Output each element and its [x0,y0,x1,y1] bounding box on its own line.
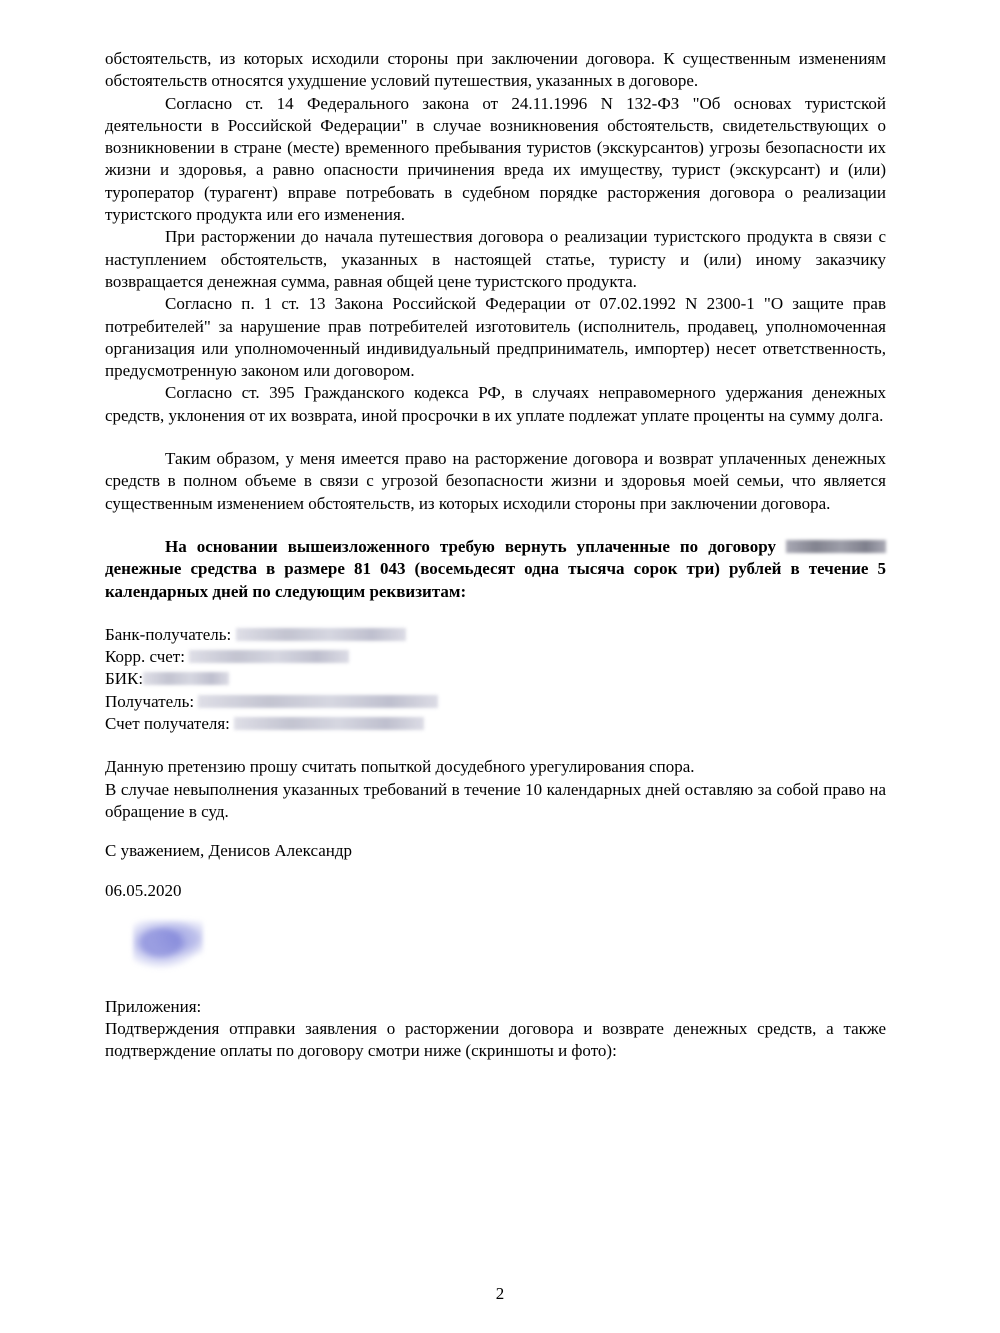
redacted-bik [143,672,229,685]
paragraph-conclusion: Таким образом, у меня имеется право на расторжение договора и возврат уплаченных денежных средств в полном объеме в связи с угрозой безопасности жизни и здоровья моей семьи, что является существенным изменением обстоятельств, из которых исходили стороны при заключении договора. [105,449,886,513]
recipient-label: Получатель: [105,691,199,711]
requisite-bik [105,668,886,690]
demand-text-end: денежные средства в размере 81 043 (восемьдесят одна тысяча сорок три) рублей в течение 5 календарных дней по следующим реквизитам: [105,559,886,601]
bank-requisites [105,624,886,735]
redacted-account-number [234,717,424,730]
pretrial-statement: Данную претензию прошу считать попыткой досудебного урегулирования спора. [105,757,695,777]
bik-label: БИК: [105,669,144,689]
requisite-recipient [105,691,886,713]
bank-label: Банк-получатель: [105,624,236,644]
redacted-bank-name [236,628,406,641]
paragraph-circumstances: обстоятельств, из которых исходили стороны при заключении договора. К существенным изменениям обстоятельств относятся ухудшение условий путешествия, указанных в договоре. [105,49,886,91]
paragraph-consumer-protection-law: Согласно п. 1 ст. 13 Закона Российской Федерации от 07.02.1992 N 2300-1 "О защите прав потребителей" за нарушение прав потребителей изготовитель (исполнитель, продавец, уполномоченная организация или уполномоченный индивидуальный предприниматель, импортер) несет ответственность, предусмотренную законом или договором. [105,294,886,381]
requisite-account [105,713,886,735]
regards-signature-line: С уважением, Денисов Александр [105,841,353,861]
demand-paragraph [105,536,886,603]
document-date: 06.05.2020 [105,880,182,900]
handwritten-signature [133,920,203,970]
paragraph-refund-before-travel: При расторжении до начала путешествия договора о реализации туристского продукта в связи с наступлением обстоятельств, указанных в настоящей статье, туристу и (или) иному заказчику возвращается денежная сумма, равная общей цене туристского продукта. [105,227,886,291]
page-number: 2 [495,1284,505,1303]
requisite-bank [105,624,886,646]
court-statement: В случае невыполнения указанных требований в течение 10 календарных дней оставляю за собой право на обращение в суд. [105,779,886,821]
requisite-corr-account [105,646,886,668]
document-body [105,48,886,1063]
redacted-contract-number [786,540,886,553]
paragraph-civil-code-395: Согласно ст. 395 Гражданского кодекса РФ, в случаях неправомерного удержания денежных средств, уклонения от их возврата, иной просрочки в их уплате подлежат уплате проценты на сумму долга. [105,383,886,425]
paragraph-federal-law-132: Согласно ст. 14 Федерального закона от 24.11.1996 N 132-ФЗ "Об основах туристской деятельности в Российской Федерации" в случае возникновения обстоятельств, свидетельствующих о возникновении в стране (месте) временного пребывания туристов (экскурсантов) угрозы безопасности их жизни и здоровья, а равно опасности причинения вреда их имуществу, турист (экскурсант) и (или) туроператор (турагент) вправе потребовать в судебном порядке расторжения договора о реализации туристского продукта или его изменения. [105,93,886,225]
account-label: Счет получателя: [105,714,235,734]
redacted-corr-account [189,650,349,663]
attachments-title: Приложения: [105,996,202,1016]
attachments-text: Подтверждения отправки заявления о расторжении договора и возврате денежных средств, а также подтверждение оплаты по договору смотри ниже (скриншоты и фото): [105,1019,886,1061]
demand-text-start: На основании вышеизложенного требую вернуть уплаченные по договору [165,536,786,556]
redacted-recipient-name [198,695,438,708]
corr-account-label: Корр. счет: [105,647,190,667]
